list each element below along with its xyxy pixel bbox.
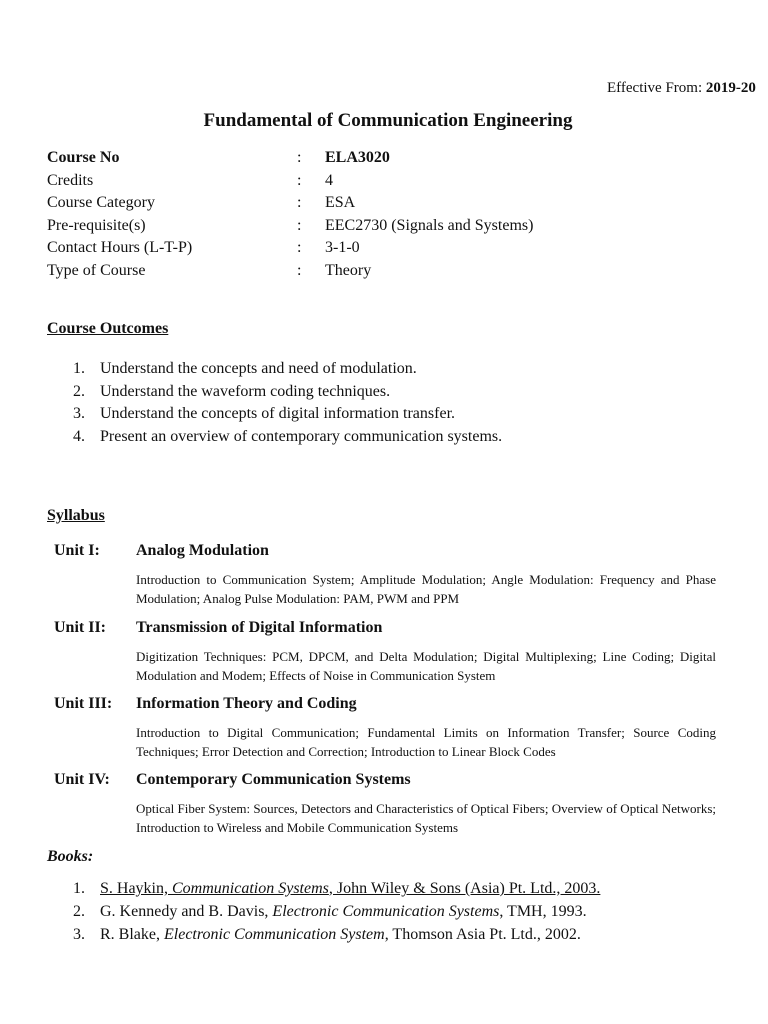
- course-info-table: [47, 147, 533, 283]
- info-value: 4: [325, 171, 333, 189]
- book-title: Communication Systems: [172, 880, 329, 897]
- book-authors: R. Blake,: [100, 926, 164, 943]
- info-label: Type of Course: [47, 261, 146, 279]
- unit-description: Introduction to Communication System; Amplitude Modulation; Angle Modulation: Frequency and Phase Modulation; Analog Pulse Modulation: PAM, PWM and PPM: [136, 572, 716, 606]
- info-row-prerequisites: [47, 215, 533, 238]
- effective-from: [607, 80, 756, 97]
- info-value: ESA: [325, 194, 356, 212]
- item-number: 2.: [73, 903, 85, 920]
- book-item: [73, 923, 600, 946]
- unit-description: Optical Fiber System: Sources, Detectors and Characteristics of Optical Fibers; Overview of Optical Networks; Introduction to Wireless and Mobile Communication Systems: [136, 801, 716, 835]
- course-outcomes-list: [73, 358, 502, 448]
- info-value: EEC2730 (Signals and Systems): [325, 216, 534, 234]
- course-outcomes-heading: Course Outcomes: [47, 320, 169, 337]
- list-item: [73, 403, 502, 426]
- book-publisher: , Thomson Asia Pt. Ltd., 2002.: [384, 926, 581, 943]
- info-row-contact-hours: [47, 237, 533, 260]
- syllabus-unit-4: [54, 769, 724, 837]
- book-authors: G. Kennedy and B. Davis,: [100, 903, 273, 920]
- syllabus-heading: Syllabus: [47, 507, 105, 524]
- info-colon: :: [297, 216, 302, 234]
- info-row-category: [47, 192, 533, 215]
- book-citation: [100, 923, 581, 946]
- syllabus-unit-1: [54, 540, 724, 608]
- unit-description: Digitization Techniques: PCM, DPCM, and Delta Modulation; Digital Multiplexing; Line Coding; Digital Modulation and Modem; Effects of Noise in Communication System: [136, 649, 716, 683]
- info-row-credits: [47, 170, 533, 193]
- book-title: Electronic Communication System: [164, 926, 385, 943]
- books-list: [73, 877, 600, 946]
- unit-title: Transmission of Digital Information: [136, 619, 383, 636]
- info-row-course-no: [47, 147, 533, 170]
- info-row-type: [47, 260, 533, 283]
- info-value: ELA3020: [325, 149, 390, 166]
- item-text: Understand the concepts of digital information transfer.: [100, 405, 456, 423]
- info-label: Credits: [47, 171, 94, 189]
- unit-label: Unit II:: [54, 619, 107, 636]
- book-item: [73, 900, 600, 923]
- item-number: 3.: [73, 926, 85, 943]
- book-publisher: , John Wiley & Sons (Asia) Pt. Ltd., 2003.: [328, 880, 601, 897]
- unit-title: Information Theory and Coding: [136, 695, 357, 712]
- unit-header: [54, 769, 724, 791]
- page-title: Fundamental of Communication Engineering: [203, 110, 573, 131]
- unit-label: Unit III:: [54, 695, 113, 712]
- book-item: [73, 877, 600, 900]
- unit-label: Unit I:: [54, 542, 100, 559]
- unit-title: Contemporary Communication Systems: [136, 771, 411, 788]
- info-colon: :: [297, 261, 302, 279]
- book-authors: S. Haykin,: [100, 880, 172, 897]
- list-item: [73, 358, 502, 381]
- item-number: 2.: [73, 382, 85, 400]
- item-number: 1.: [73, 360, 85, 377]
- effective-value: 2019-20: [705, 80, 756, 96]
- info-colon: :: [297, 239, 302, 257]
- item-number: 4.: [73, 427, 85, 445]
- info-label: Contact Hours (L-T-P): [47, 239, 193, 257]
- list-item: [73, 426, 502, 449]
- item-text: Understand the concepts and need of modulation.: [100, 360, 417, 377]
- book-title: Electronic Communication Systems: [272, 903, 500, 920]
- syllabus-unit-2: [54, 617, 724, 685]
- info-value: Theory: [325, 261, 372, 279]
- list-item: [73, 381, 502, 404]
- unit-header: [54, 540, 724, 562]
- info-label: Course Category: [47, 194, 155, 212]
- book-citation-link[interactable]: [100, 877, 600, 900]
- book-publisher: , TMH, 1993.: [499, 903, 587, 920]
- item-text: Understand the waveform coding techniques.: [100, 382, 391, 400]
- item-text: Present an overview of contemporary communication systems.: [100, 427, 503, 445]
- unit-label: Unit IV:: [54, 771, 110, 788]
- item-number: 1.: [73, 880, 85, 897]
- info-label: Course No: [47, 149, 120, 166]
- unit-title: Analog Modulation: [136, 542, 269, 559]
- unit-header: [54, 693, 724, 715]
- effective-label: Effective From:: [607, 80, 703, 96]
- unit-description: Introduction to Digital Communication; Fundamental Limits on Information Transfer; Source Coding Techniques; Error Detection and Correction; Introduction to Linear Block Codes: [136, 725, 716, 759]
- info-label: Pre-requisite(s): [47, 216, 146, 234]
- book-citation: [100, 900, 587, 923]
- info-colon: :: [297, 171, 302, 189]
- books-heading: Books:: [47, 848, 94, 865]
- info-colon: :: [297, 149, 302, 166]
- item-number: 3.: [73, 405, 85, 423]
- unit-header: [54, 617, 724, 639]
- syllabus-unit-3: [54, 693, 724, 761]
- info-value: 3-1-0: [325, 239, 360, 257]
- info-colon: :: [297, 194, 302, 212]
